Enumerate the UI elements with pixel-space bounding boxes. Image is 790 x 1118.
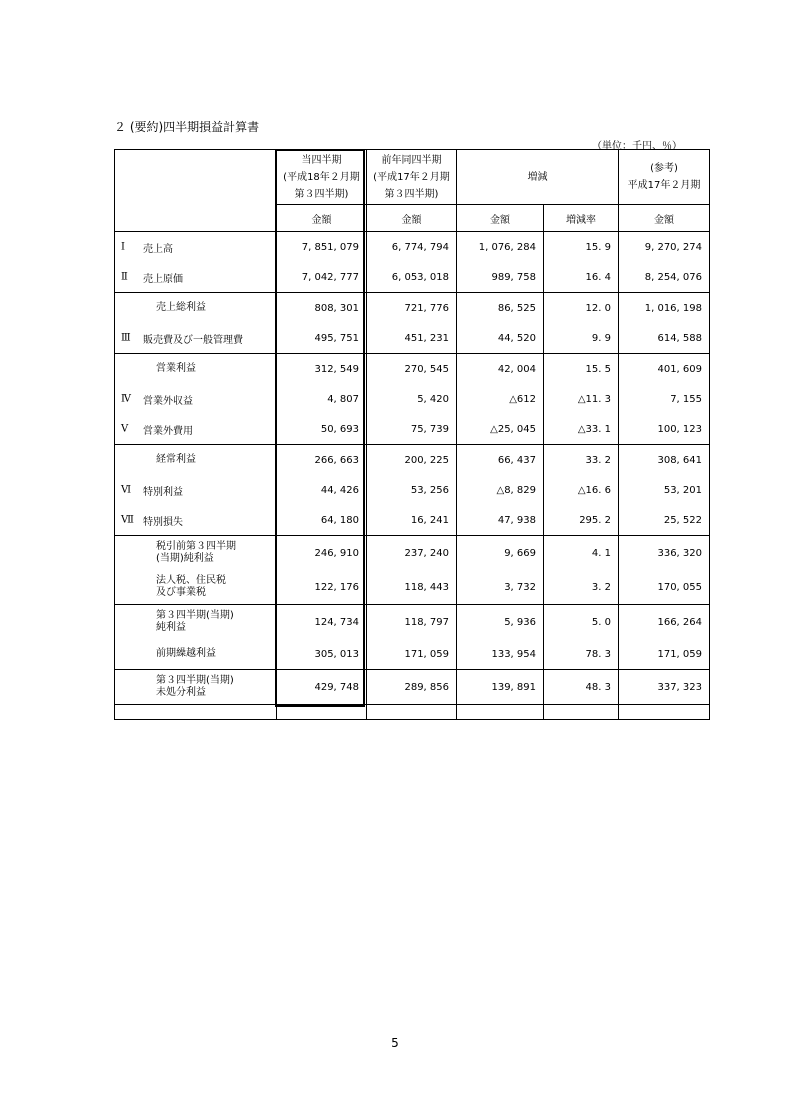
value-cell: △25, 045 [457, 414, 544, 445]
empty-cell [544, 705, 619, 720]
unit-note: （単位：千円、％） [592, 141, 682, 152]
header-row-1 [115, 150, 710, 205]
value-cell: 305, 013 [277, 639, 367, 670]
value-cell: 451, 231 [367, 323, 457, 354]
value-cell: 1, 016, 198 [619, 293, 710, 324]
value-cell: △16. 6 [544, 475, 619, 505]
value-cell: △612 [457, 384, 544, 414]
value-cell: 721, 776 [367, 293, 457, 324]
value-cell: 337, 323 [619, 670, 710, 705]
value-cell: 237, 240 [367, 536, 457, 571]
value-cell: 44, 520 [457, 323, 544, 354]
header-prior-period: 前年同四半期 (平成17年２月期 第３四半期) [367, 150, 457, 205]
value-cell: 25, 522 [619, 505, 710, 536]
row-label-text: 法人税、住民税 [156, 575, 226, 586]
value-cell: 12. 0 [544, 293, 619, 324]
row-label [115, 354, 277, 385]
value-cell: 6, 053, 018 [367, 262, 457, 293]
row-label [115, 475, 277, 505]
value-cell: △8, 829 [457, 475, 544, 505]
roman-numeral: Ⅲ [121, 332, 131, 344]
value-cell: 989, 758 [457, 262, 544, 293]
value-cell: 5, 420 [367, 384, 457, 414]
row-label-text: 特別損失 [143, 516, 183, 528]
value-cell: 9. 9 [544, 323, 619, 354]
value-cell: 429, 748 [277, 670, 367, 705]
value-cell: 808, 301 [277, 293, 367, 324]
row-label-text: 第３四半期(当期) [156, 610, 234, 621]
table-row [115, 605, 710, 640]
value-cell: 66, 437 [457, 445, 544, 476]
value-cell: 86, 525 [457, 293, 544, 324]
empty-cell [457, 705, 544, 720]
row-label-text: 特別利益 [143, 486, 183, 498]
value-cell: 33. 2 [544, 445, 619, 476]
header-reference: (参考) 平成17年２月期 [619, 150, 710, 205]
header-amount: 金額 [277, 205, 367, 232]
roman-numeral: Ⅵ [121, 484, 132, 496]
value-cell: 48. 3 [544, 670, 619, 705]
value-cell: 308, 641 [619, 445, 710, 476]
value-cell: 495, 751 [277, 323, 367, 354]
row-label [115, 639, 277, 670]
value-cell: 170, 055 [619, 570, 710, 605]
value-cell: 266, 663 [277, 445, 367, 476]
header-blank [115, 150, 277, 232]
value-cell: 53, 256 [367, 475, 457, 505]
value-cell: 100, 123 [619, 414, 710, 445]
row-label-text-line2: 未処分利益 [156, 687, 206, 698]
value-cell: 124, 734 [277, 605, 367, 640]
value-cell: 9, 669 [457, 536, 544, 571]
row-label [115, 605, 277, 640]
value-cell: 7, 851, 079 [277, 232, 367, 263]
value-cell: 7, 042, 777 [277, 262, 367, 293]
value-cell: △11. 3 [544, 384, 619, 414]
value-cell: 270, 545 [367, 354, 457, 385]
row-label-text: 第３四半期(当期) [156, 675, 234, 686]
value-cell: 614, 588 [619, 323, 710, 354]
empty-cell [619, 705, 710, 720]
page-number: 5 [391, 1036, 399, 1050]
value-cell: 1, 076, 284 [457, 232, 544, 263]
row-label-text: 経常利益 [156, 454, 196, 465]
value-cell: 64, 180 [277, 505, 367, 536]
row-label [115, 445, 277, 476]
row-label [115, 293, 277, 324]
roman-numeral: Ⅶ [121, 514, 134, 526]
row-label [115, 570, 277, 605]
income-statement-table [114, 149, 709, 720]
value-cell: 336, 320 [619, 536, 710, 571]
row-label-text: 前期繰越利益 [156, 648, 216, 659]
value-cell: 42, 004 [457, 354, 544, 385]
table-row [115, 293, 710, 324]
header-amount: 金額 [367, 205, 457, 232]
table-row [115, 354, 710, 385]
row-label-text: 営業外収益 [143, 395, 193, 407]
row-label-text-line2: 純利益 [156, 622, 186, 633]
row-label [115, 414, 277, 445]
table-row [115, 414, 710, 445]
value-cell: 6, 774, 794 [367, 232, 457, 263]
row-label-text: 販売費及び一般管理費 [143, 334, 243, 346]
value-cell: 171, 059 [619, 639, 710, 670]
value-cell: 53, 201 [619, 475, 710, 505]
value-cell: 4. 1 [544, 536, 619, 571]
value-cell: 166, 264 [619, 605, 710, 640]
value-cell: 16, 241 [367, 505, 457, 536]
value-cell: 15. 9 [544, 232, 619, 263]
row-label [115, 384, 277, 414]
value-cell: 5, 936 [457, 605, 544, 640]
table-row [115, 262, 710, 293]
row-label-text-line2: 及び事業税 [156, 587, 206, 598]
row-label-text: 税引前第３四半期 [156, 541, 236, 552]
value-cell: 4, 807 [277, 384, 367, 414]
row-label [115, 323, 277, 354]
roman-numeral: Ⅱ [121, 271, 128, 283]
value-cell: 9, 270, 274 [619, 232, 710, 263]
table-row [115, 232, 710, 263]
table-row [115, 445, 710, 476]
header-amount: 金額 [457, 205, 544, 232]
table-row [115, 505, 710, 536]
header-amount: 金額 [619, 205, 710, 232]
value-cell: 139, 891 [457, 670, 544, 705]
value-cell: 47, 938 [457, 505, 544, 536]
value-cell: 171, 059 [367, 639, 457, 670]
empty-cell [277, 705, 367, 720]
value-cell: 7, 155 [619, 384, 710, 414]
table-row [115, 384, 710, 414]
row-label-text: 売上原価 [143, 273, 183, 285]
row-label [115, 505, 277, 536]
table-row [115, 475, 710, 505]
value-cell: 15. 5 [544, 354, 619, 385]
row-label [115, 232, 277, 263]
table-row [115, 670, 710, 705]
value-cell: 289, 856 [367, 670, 457, 705]
value-cell: △33. 1 [544, 414, 619, 445]
value-cell: 295. 2 [544, 505, 619, 536]
value-cell: 133, 954 [457, 639, 544, 670]
value-cell: 44, 426 [277, 475, 367, 505]
value-cell: 5. 0 [544, 605, 619, 640]
row-label-text: 売上高 [143, 243, 173, 255]
value-cell: 8, 254, 076 [619, 262, 710, 293]
value-cell: 3. 2 [544, 570, 619, 605]
row-label [115, 536, 277, 571]
table-row [115, 536, 710, 571]
value-cell: 78. 3 [544, 639, 619, 670]
roman-numeral: Ⅰ [121, 241, 125, 253]
row-label-text: 営業利益 [156, 363, 196, 374]
value-cell: 50, 693 [277, 414, 367, 445]
value-cell: 3, 732 [457, 570, 544, 605]
roman-numeral: Ⅴ [121, 423, 129, 435]
value-cell: 75, 739 [367, 414, 457, 445]
table-row [115, 323, 710, 354]
row-label [115, 670, 277, 705]
value-cell: 312, 549 [277, 354, 367, 385]
value-cell: 401, 609 [619, 354, 710, 385]
empty-cell [115, 705, 277, 720]
row-label-text-line2: (当期)純利益 [156, 553, 214, 564]
row-label-text: 営業外費用 [143, 425, 193, 437]
header-change: 増減 [457, 150, 619, 205]
value-cell: 118, 443 [367, 570, 457, 605]
table-row [115, 570, 710, 605]
empty-cell [367, 705, 457, 720]
value-cell: 16. 4 [544, 262, 619, 293]
roman-numeral: Ⅳ [121, 393, 131, 405]
document-title: ２ (要約)四半期損益計算書 [114, 120, 260, 134]
value-cell: 122, 176 [277, 570, 367, 605]
row-label-text: 売上総利益 [156, 302, 206, 313]
value-cell: 246, 910 [277, 536, 367, 571]
table-row [115, 639, 710, 670]
header-rate: 増減率 [544, 205, 619, 232]
header-current-period: 当四半期 (平成18年２月期 第３四半期) [277, 150, 367, 205]
row-label [115, 262, 277, 293]
value-cell: 200, 225 [367, 445, 457, 476]
value-cell: 118, 797 [367, 605, 457, 640]
table-row-empty [115, 705, 710, 720]
